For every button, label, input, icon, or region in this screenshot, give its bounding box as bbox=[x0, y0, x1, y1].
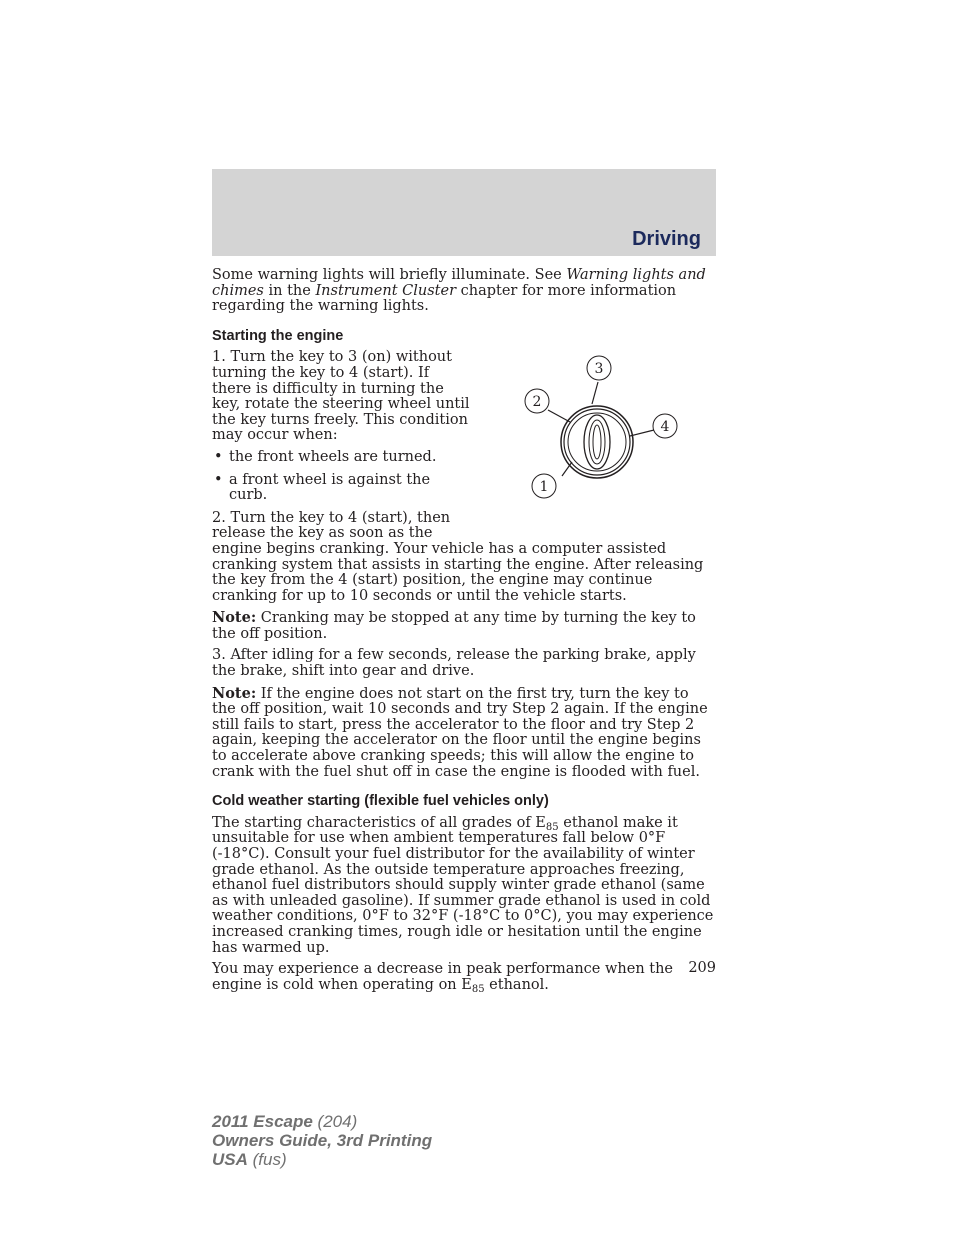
step-2-rest: engine begins cranking. Your vehicle has a computer assisted cranking system that assists in starting the engine. After releasing the key from the 4 (start) position, the engine may continue cranking for up to 10 seconds or until the vehicle starts. bbox=[212, 540, 704, 604]
position-3-label: 3 bbox=[594, 361, 604, 377]
position-1-label: 1 bbox=[539, 479, 549, 495]
ignition-ring bbox=[564, 409, 630, 475]
cold-text: ethanol make it unsuitable for use when ambient temperatures fall below 0°F (-18°C). Consult your fuel distributor for the availability of winter grade ethanol. As the outside temperature approaches freezing, ethanol fuel distributors should supply winter grade ethanol (same as with unleaded gasoline). If summer grade ethanol is used in cold weather conditions, 0°F to 32°F (-18°C to 0°C), you may experience increased cranking times, rough idle or hesitation until the engine has warmed up. bbox=[212, 814, 714, 956]
ignition-inner-ring bbox=[568, 413, 626, 471]
section-header-band bbox=[212, 169, 716, 256]
footer-market-code: (fus) bbox=[247, 1150, 287, 1169]
ignition-outer-ring bbox=[561, 406, 633, 478]
heading-starting-engine: Starting the engine bbox=[212, 327, 344, 344]
page-number: 209 bbox=[688, 960, 716, 976]
page-content bbox=[212, 268, 716, 999]
leader-2 bbox=[548, 410, 570, 422]
leader-4 bbox=[630, 430, 654, 436]
leader-3 bbox=[592, 382, 598, 404]
subscript-85: 85 bbox=[471, 983, 485, 995]
ignition-switch-diagram bbox=[512, 354, 692, 504]
cold-text: ethanol. bbox=[484, 976, 549, 993]
intro-ref-warning-lights: Warning lights and chimes bbox=[212, 267, 706, 299]
note-text: If the engine does not start on the first try, turn the key to the off position, wait 10 seconds and try Step 2 again. If the engine still fails to start, press the accelerator to the floor and try Step 2 again, keeping the accelerator on the floor until the engine begins to accelerate above cranking speeds; this will allow the engine to crank with the fuel shut off in case the engine is flooded with fuel. bbox=[212, 685, 708, 780]
note-text: Cranking may be stopped at any time by turning the key to the off position. bbox=[212, 610, 696, 642]
footer-line-1 bbox=[212, 1112, 432, 1131]
intro-text-1: Some warning lights will briefly illuminate. See bbox=[212, 267, 567, 283]
list-item: • a front wheel is against the curb. bbox=[212, 473, 472, 504]
heading-cold-weather: Cold weather starting (flexible fuel vehicles only) bbox=[212, 793, 549, 810]
key-slot-outer bbox=[584, 415, 610, 469]
intro-text-3: chapter for more information regarding the warning lights. bbox=[212, 282, 677, 315]
intro-text-2: in the bbox=[263, 282, 316, 299]
key-slot bbox=[589, 420, 605, 464]
note-1 bbox=[212, 610, 716, 642]
position-2-label: 2 bbox=[532, 394, 542, 410]
footer bbox=[212, 1112, 432, 1169]
key-slot-inner bbox=[593, 425, 601, 459]
step-1: 1. Turn the key to 3 (on) without turning the key to 4 (start). If there is difficulty in turning the key, rotate the steering wheel until the key turns freely. This condition may occur when: bbox=[212, 349, 470, 444]
list-item: • the front wheels are turned. bbox=[212, 450, 472, 466]
footer-line-2: Owners Guide, 3rd Printing bbox=[212, 1131, 433, 1150]
cold-paragraph-1 bbox=[212, 816, 716, 956]
step-2-first: 2. Turn the key to 4 (start), then release the key as soon as the bbox=[212, 509, 451, 542]
footer-model-code: (204) bbox=[312, 1112, 358, 1131]
note-2 bbox=[212, 686, 716, 781]
intro-ref-instrument-cluster: Instrument Cluster bbox=[315, 282, 456, 299]
position-4-label: 4 bbox=[660, 419, 670, 435]
note-label: Note: bbox=[212, 609, 257, 627]
cold-text: The starting characteristics of all grades of E bbox=[212, 814, 546, 831]
cold-paragraph-2 bbox=[212, 962, 716, 993]
condition-list bbox=[212, 450, 472, 504]
step-3: 3. After idling for a few seconds, release the parking brake, apply the brake, shift into gear and drive. bbox=[212, 647, 696, 680]
intro-paragraph bbox=[212, 268, 716, 315]
footer-market: USA bbox=[212, 1150, 248, 1169]
footer-line-3 bbox=[212, 1150, 432, 1169]
section-title: Driving bbox=[632, 228, 701, 250]
subscript-85: 85 bbox=[545, 821, 559, 833]
cold-text: You may experience a decrease in peak performance when the engine is cold when operating on E bbox=[212, 961, 674, 993]
note-label: Note: bbox=[212, 684, 257, 702]
leader-1 bbox=[562, 462, 572, 476]
step-2 bbox=[212, 511, 716, 605]
footer-model: 2011 Escape bbox=[212, 1112, 313, 1131]
